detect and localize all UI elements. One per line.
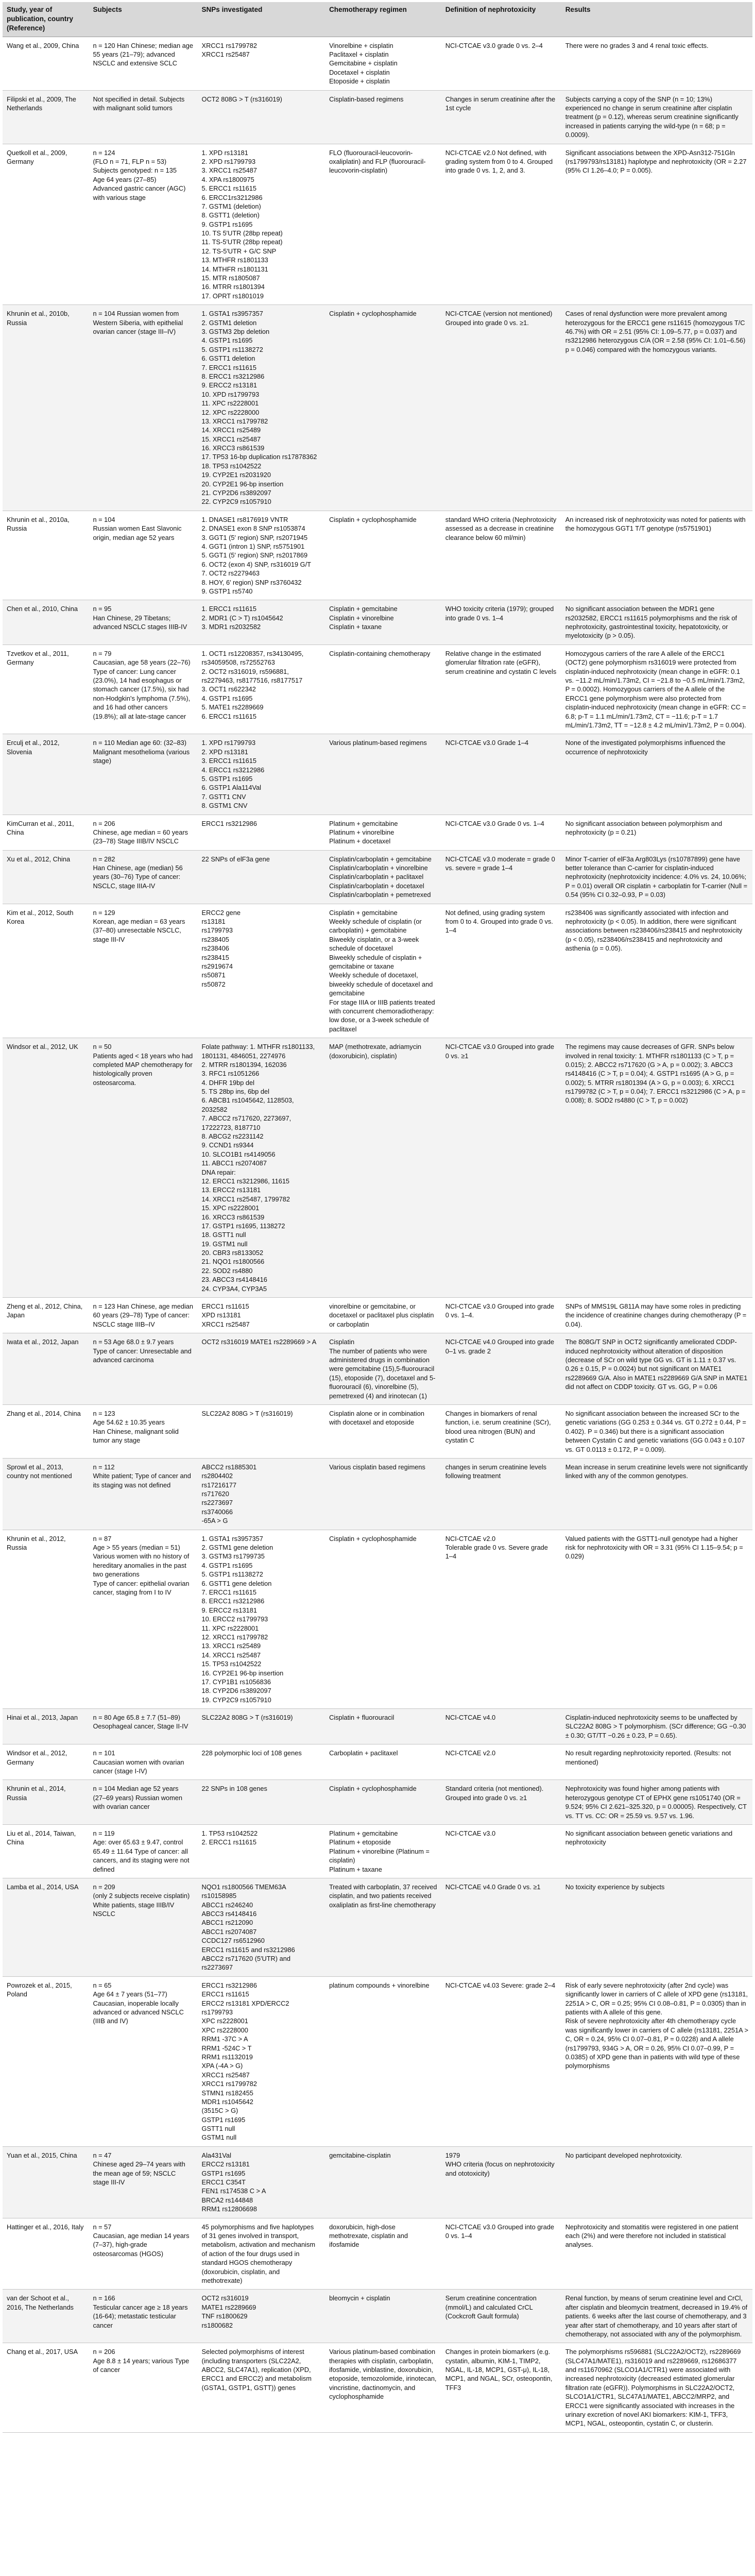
table-row: [3, 511, 752, 600]
cell-results: rs238406 was significantly associated with infection and nephrotoxicity (p < 0.05). In addition, there were significant associations between rs238406/rs238415 and nephrotoxicity (p < 0.05), rs238406/rs238415 and nephrotoxicity and asthenia (p = 0.05).: [561, 904, 752, 1038]
cell-subjects: n = 282 Han Chinese, age (median) 56 years (30–76) Type of cancer: NSCLC, stage IIIA-IV: [89, 850, 197, 904]
table-row: [3, 850, 752, 904]
table-row: [3, 645, 752, 734]
table-row: [3, 1298, 752, 1333]
cell-regimen: bleomycin + cisplatin: [325, 2290, 441, 2343]
cell-study: Khrunin et al., 2010a, Russia: [3, 511, 89, 600]
cell-regimen: Cisplatin + gemcitabine Weekly schedule of cisplatin (or carboplatin) + gemcitabine Biweekly cisplatin, or a 3-week schedule of docetaxel Biweekly schedule of cisplatin + gemcitabine or taxane Weekly schedule of docetaxel, biweekly schedule of docetaxel and gemcitabine For stage IIIA or IIIB patients treated with concurrent chemoradiotherapy: low dose, or a 3-week schedule of paclitaxel: [325, 904, 441, 1038]
cell-study: Iwata et al., 2012, Japan: [3, 1333, 89, 1405]
cell-results: No significant association between the increased SCr to the genetic variations (GG 0.253 ± 0.344 vs. GT 0.272 ± 0.44, P = 0.402). P = 0.346) but there is a significant association between Cystatin C and genetic variations (GG 0.043 ± 0.107 vs. GT 0.0113 ± 0.172, P = 0.009).: [561, 1404, 752, 1458]
cell-study: Tzvetkov et al., 2011, Germany: [3, 645, 89, 734]
cell-snps: 1. TP53 rs1042522 2. ERCC1 rs11615: [198, 1824, 325, 1878]
cell-study: Lamba et al., 2014, USA: [3, 1878, 89, 1976]
cell-regimen: FLO (fluorouracil-leucovorin-oxaliplatin) and FLP (fluorouracil-leucovorin-cisplatin): [325, 144, 441, 305]
cell-snps: 45 polymorphisms and five haplotypes of 31 genes involved in transport, metabolism, activation and mechanism of action of the four drugs used in standard HGOS chemotherapy (doxorubicin, cisplatin, and methotrexate): [198, 2218, 325, 2290]
cell-study: Yuan et al., 2015, China: [3, 2146, 89, 2218]
cell-snps: 1. XPD rs1799793 2. XPD rs13181 3. ERCC1 rs11615 4. ERCC1 rs3212986 5. GSTP1 rs1695 6. GSTP1 Ala114Val 7. GSTT1 CNV 8. GSTM1 CNV: [198, 734, 325, 815]
cell-definition: NCI-CTCAE v4.0: [441, 1709, 561, 1744]
cell-results: Homozygous carriers of the rare A allele of the ERCC1 (OCT2) gene polymorphism rs316019 were protected from cisplatin-induced nephrotoxicity (mean change in eGFR: 0.1 vs. −11.2 mL/min/1.73m2, CI = −21.8 to −0.5 mL/min/1.73m2, P = 0.0002). Homozygous carriers of the A allele of the ERCC1 gene polymorphism were also protected from cisplatin-induced nephrotoxicity (mean change in eGFR: CC = 6.8; p-T = 1.1 mL/min/1.73m2, CT = −11.6; p-T = 1.7 mL/min/1.73m2, TT = −12.8 ± 4.2 mL/min/1.73m2, P = 0.004).: [561, 645, 752, 734]
cell-subjects: n = 206 Chinese, age median = 60 years (23–78) Stage IIIB/IV NSCLC: [89, 815, 197, 850]
table-row: [3, 815, 752, 850]
cell-definition: changes in serum creatinine levels following treatment: [441, 1458, 561, 1530]
table-row: [3, 1824, 752, 1878]
cell-regimen: Cisplatin-based regimens: [325, 90, 441, 144]
cell-definition: NCI-CTCAE v3.0 Grouped into grade 0 vs. ≥1: [441, 1038, 561, 1298]
cell-regimen: Platinum + gemcitabine Platinum + vinorelbine Platinum + docetaxel: [325, 815, 441, 850]
table-row: [3, 1038, 752, 1298]
cell-snps: NQO1 rs1800566 TMEM63A rs10158985 ABCC1 rs246240 ABCC3 rs4148416 ABCC1 rs212090 ABCC1 rs2074087 CCDC127 rs6512960 ERCC1 rs11615 and rs3212986 ABCC2 rs717620 (5′UTR) and rs2273697: [198, 1878, 325, 1976]
cell-study: KimCurran et al., 2011, China: [3, 815, 89, 850]
header-row: [3, 2, 752, 37]
cell-snps: ERCC2 gene rs13181 rs1799793 rs238405 rs238406 rs238415 rs2919674 rs50871 rs50872: [198, 904, 325, 1038]
header-study: Study, year of publication, country (Reference): [3, 2, 89, 37]
cell-snps: ERCC1 rs11615 XPD rs13181 XRCC1 rs25487: [198, 1298, 325, 1333]
cell-subjects: n = 65 Age 64 ± 7 years (51–77) Caucasian, inoperable locally advanced or advanced NSCLC (IIIB and IV): [89, 1976, 197, 2146]
table-row: [3, 2343, 752, 2433]
cell-subjects: n = 79 Caucasian, age 58 years (22–76) Type of cancer: Lung cancer (23.0%), 14 had esophagus or stomach cancer (17.5%), six had non-Hodgkin's lymphoma (7.5%), and 16 had other cancers (19.8%); all at late-stage cancer: [89, 645, 197, 734]
cell-subjects: Not specified in detail. Subjects with malignant solid tumors: [89, 90, 197, 144]
cell-snps: ABCC2 rs1885301 rs2804402 rs17216177 rs717620 rs2273697 rs3740066 -65A > G: [198, 1458, 325, 1530]
table-row: [3, 1976, 752, 2146]
table-header: [3, 2, 752, 37]
cell-snps: 1. ERCC1 rs11615 2. MDR1 (C > T) rs1045642 3. MDR1 rs2032582: [198, 600, 325, 645]
cell-results: There were no grades 3 and 4 renal toxic effects.: [561, 37, 752, 90]
cell-study: Chen et al., 2010, China: [3, 600, 89, 645]
cell-regimen: gemcitabine-cisplatin: [325, 2146, 441, 2218]
cell-snps: 228 polymorphic loci of 108 genes: [198, 1744, 325, 1780]
cell-definition: Relative change in the estimated glomerular filtration rate (eGFR), serum creatinine and cystatin C levels: [441, 645, 561, 734]
cell-subjects: n = 87 Age > 55 years (median = 51) Various women with no history of hereditary anomalies in the past two generations Type of cancer: epithelial ovarian cancer, staging from I to IV: [89, 1530, 197, 1708]
cell-regimen: Cisplatin + cyclophosphamide: [325, 1530, 441, 1708]
table-row: [3, 37, 752, 90]
cell-study: Quetkoll et al., 2009, Germany: [3, 144, 89, 305]
cell-snps: OCT2 rs316019 MATE1 rs2289669 TNF rs1800629 rs1800682: [198, 2290, 325, 2343]
cell-subjects: n = 112 White patient; Type of cancer and its staging was not defined: [89, 1458, 197, 1530]
cell-regimen: Treated with carboplatin, 37 received cisplatin, and two patients received oxaliplatin as first-line chemotherapy: [325, 1878, 441, 1976]
cell-study: Kim et al., 2012, South Korea: [3, 904, 89, 1038]
cell-study: Hattinger et al., 2016, Italy: [3, 2218, 89, 2290]
cell-subjects: n = 104 Median age 52 years (27–69 years) Russian women with ovarian cancer: [89, 1780, 197, 1825]
header-definition: Definition of nephrotoxicity: [441, 2, 561, 37]
cell-definition: NCI-CTCAE v3.0 Grade 0 vs. 1–4: [441, 815, 561, 850]
cell-subjects: n = 123 Han Chinese, age median 60 years (29–78) Type of cancer: NSCLC stage IIIB–IV: [89, 1298, 197, 1333]
cell-results: No significant association between polymorphism and nephrotoxicity (p = 0.21): [561, 815, 752, 850]
cell-definition: NCI-CTCAE v3.0 Grouped into grade 0 vs. 1–4: [441, 2218, 561, 2290]
cell-definition: NCI-CTCAE v3.0 grade 0 vs. 2–4: [441, 37, 561, 90]
cell-subjects: n = 166 Testicular cancer age ≥ 18 years (16-64); metastatic testicular cancer: [89, 2290, 197, 2343]
cell-study: Zheng et al., 2012, China, Japan: [3, 1298, 89, 1333]
cell-definition: NCI-CTCAE v3.0: [441, 1824, 561, 1878]
cell-regimen: Vinorelbine + cisplatin Paclitaxel + cisplatin Gemcitabine + cisplatin Docetaxel + cisplatin Etoposide + cisplatin: [325, 37, 441, 90]
cell-study: Windsor et al., 2012, UK: [3, 1038, 89, 1298]
cell-subjects: n = 47 Chinese aged 29–74 years with the mean age of 59; NSCLC stage III-IV: [89, 2146, 197, 2218]
cell-definition: NCI-CTCAE (version not mentioned) Grouped into grade 0 vs. ≥1.: [441, 305, 561, 511]
cell-snps: 22 SNPs in 108 genes: [198, 1780, 325, 1825]
cell-study: Liu et al., 2014, Taiwan, China: [3, 1824, 89, 1878]
cell-results: Significant associations between the XPD-Asn312-751Gln (rs1799793/rs13181) haplotype and nephrotoxicity (OR = 2.27 (95% CI 1.26–4.0; P = 0.005).: [561, 144, 752, 305]
cell-subjects: n = 57 Caucasian, age median 14 years (7–37), high-grade osteosarcomas (HGOS): [89, 2218, 197, 2290]
cell-regimen: Cisplatin-containing chemotherapy: [325, 645, 441, 734]
cell-results: Minor T-carrier of elF3a Arg803Lys (rs10787899) gene have better tolerance than C-carrier for cisplatin-induced nephrotoxicity (nephrotoxicity incidence: 4.0% vs. 24, 10.06%; P = 0.01) overall OR cisplatin + carboplatin for T-carrier (Null = 0.54 (95% CI 0.32–0.93, P = 0.03): [561, 850, 752, 904]
cell-study: Wang et al., 2009, China: [3, 37, 89, 90]
cell-results: Cases of renal dysfunction were more prevalent among heterozygous for the ERCC1 gene rs11615 (homozygous T/C 46.7%) with OR = 2.51 (95% CI: 1.09–5.77, p = 0.037) and rs3212986 heterozygous C/A (OR = 2.58 (95% CI: 1.01–6.56) p = 0.046) compared with the homozygous variants.: [561, 305, 752, 511]
cell-regimen: Various platinum-based combination therapies with cisplatin, carboplatin, ifosfamide, vinblastine, doxorubicin, etoposide, temozolomide, irinotecan, vincristine, dactinomycin, and cyclophosphamide: [325, 2343, 441, 2433]
table-body: [3, 37, 752, 2432]
cell-snps: Folate pathway: 1. MTHFR rs1801133, 1801131, 4846051, 2274976 2. MTRR rs1801394, 162036 3. RFC1 rs1051266 4. DHFR 19bp del 5. TS 28bp ins, 6bp del 6. ABCB1 rs1045642, 1128503, 2032582 7. ABCC2 rs717620, 2273697, 17222723, 8187710 8. ABCG2 rs2231142 9. CCND1 rs9344 10. SLCO1B1 rs4149056 11. ABCC1 rs2074087 DNA repair: 12. ERCC1 rs3212986, 11615 13. ERCC2 rs13181 14. XRCC1 rs25487, 1799782 15. XPC rs2228001 16. XRCC3 rs861539 17. GSTP1 rs1695, 1138272 18. GSTT1 null 19. GSTM1 null 20. CBR3 rs8133052 21. NQO1 rs1800566 22. SOD2 rs4880 23. ABCC3 rs4148416 24. CYP3A4, CYP3A5: [198, 1038, 325, 1298]
cell-subjects: n = 209 (only 2 subjects receive cisplatin) White patients, stage IIIB/IV NSCLC: [89, 1878, 197, 1976]
cell-subjects: n = 120 Han Chinese; median age 55 years (21–79); advanced NSCLC and extensive SCLC: [89, 37, 197, 90]
cell-snps: SLC22A2 808G > T (rs316019): [198, 1404, 325, 1458]
table-row: [3, 1530, 752, 1708]
cell-results: Mean increase in serum creatinine levels were not significantly linked with any of the common genotypes.: [561, 1458, 752, 1530]
cell-regimen: doxorubicin, high-dose methotrexate, cisplatin and ifosfamide: [325, 2218, 441, 2290]
studies-table: [3, 2, 752, 2433]
cell-snps: 1. DNASE1 rs8176919 VNTR 2. DNASE1 exon 8 SNP rs1053874 3. GGT1 (5′ region) SNP, rs2071945 4. GGT1 (intron 1) SNP, rs5751901 5. GGT1 (5′ region) SNP, rs2017869 6. OCT2 (exon 4) SNP, rs316019 G/T 7. OCT2 rs2279463 8. HOY, 6′ region) SNP rs3760432 9. GSTP1 rs5740: [198, 511, 325, 600]
table-row: [3, 2146, 752, 2218]
cell-results: Renal function, by means of serum creatinine level and CrCl, after cisplatin and bleomycin treatment, decreased in 19.4% of patients. 6 weeks after the last course of chemotherapy, and 3 year after start of chemotherapy, and 10 years after start of chemotherapy, not associated with any of the polymorphism.: [561, 2290, 752, 2343]
cell-snps: ERCC1 rs3212986: [198, 815, 325, 850]
cell-snps: ERCC1 rs3212986 ERCC1 rs11615 ERCC2 rs13181 XPD/ERCC2 rs1799793 XPC rs2228001 XPC rs2228000 RRM1 -37C > A RRM1 -524C > T RRM1 rs1132019 XPA (-4A > G) XRCC1 rs25487 XRCC1 rs1799782 STMN1 rs182455 MDR1 rs1045642 (3515C > G) GSTP1 rs1695 GSTT1 null GSTM1 null: [198, 1976, 325, 2146]
cell-subjects: n = 110 Median age 60: (32–83) Malignant mesothelioma (various stage): [89, 734, 197, 815]
cell-regimen: Cisplatin/carboplatin + gemcitabine Cisplatin/carboplatin + vinorelbine Cisplatin/carboplatin + paclitaxel Cisplatin/carboplatin + docetaxel Cisplatin/carboplatin + pemetrexed: [325, 850, 441, 904]
cell-regimen: Cisplatin The number of patients who were administered drugs in combination were gemcitabine (15),5-fluorouracil (15), etoposide (7), docetaxel and 5-fluorouracil (6), vinorelbine (5), pemetrexed (4) and irinotecan (1): [325, 1333, 441, 1405]
cell-snps: OCT2 808G > T (rs316019): [198, 90, 325, 144]
cell-regimen: Cisplatin + cyclophosphamide: [325, 511, 441, 600]
cell-regimen: Cisplatin + cyclophosphamide: [325, 1780, 441, 1825]
cell-definition: Not defined, using grading system from 0 to 4. Grouped into grade 0 vs. 1–4: [441, 904, 561, 1038]
cell-definition: Changes in serum creatinine after the 1st cycle: [441, 90, 561, 144]
table-row: [3, 1333, 752, 1405]
cell-subjects: n = 123 Age 54.62 ± 10.35 years Han Chinese, malignant solid tumor any stage: [89, 1404, 197, 1458]
cell-definition: NCI-CTCAE v4.0 Grade 0 vs. ≥1: [441, 1878, 561, 1976]
cell-regimen: Cisplatin + cyclophosphamide: [325, 305, 441, 511]
cell-subjects: n = 101 Caucasian women with ovarian cancer (stage I-IV): [89, 1744, 197, 1780]
cell-regimen: Cisplatin + fluorouracil: [325, 1709, 441, 1744]
cell-definition: NCI-CTCAE v3.0 moderate = grade 0 vs. severe = grade 1–4: [441, 850, 561, 904]
cell-snps: 1. XPD rs13181 2. XPD rs1799793 3. XRCC1 rs25487 4. XPA rs1800975 5. ERCC1 rs11615 6. ERCC1rs3212986 7. GSTM1 (deletion) 8. GSTT1 (deletion) 9. GSTP1 rs1695 10. TS 5′UTR (28bp repeat) 11. TS-5′UTR (28bp repeat) 12. TS-5′UTR + G/C SNP 13. MTHFR rs1801133 14. MTHFR rs1801131 15. MTR rs1805087 16. MTRR rs1801394 17. OPRT rs1801019: [198, 144, 325, 305]
cell-snps: Selected polymorphisms of interest (including transporters (SLC22A2, ABCC2, SLC47A1), replication (XPD, ERCC1 and ERCC2) and metabolism (GSTA1, GSTP1, GSTT)) genes: [198, 2343, 325, 2433]
cell-subjects: n = 104 Russian women East Slavonic origin, median age 52 years: [89, 511, 197, 600]
cell-study: Sprowl et al., 2013, country not mentioned: [3, 1458, 89, 1530]
cell-subjects: n = 119 Age: over 65.63 ± 9.47, control 65.49 ± 11.64 Type of cancer: all cancers, and its staging were not defined: [89, 1824, 197, 1878]
cell-snps: OCT2 rs316019 MATE1 rs2289669 > A: [198, 1333, 325, 1405]
cell-subjects: n = 80 Age 65.8 ± 7.7 (51–89) Oesophageal cancer, Stage II-IV: [89, 1709, 197, 1744]
cell-results: No toxicity experience by subjects: [561, 1878, 752, 1976]
cell-subjects: n = 124 (FLO n = 71, FLP n = 53) Subjects genotyped: n = 135 Age 64 years (27–85) Advanced gastric cancer (AGC) with various stage: [89, 144, 197, 305]
table-row: [3, 305, 752, 511]
table-row: [3, 734, 752, 815]
table-row: [3, 1744, 752, 1780]
cell-results: Nephrotoxicity and stomatitis were registered in one patient each (2%) and were therefore not included in statistical analyses.: [561, 2218, 752, 2290]
table-row: [3, 1878, 752, 1976]
cell-snps: 1. OCT1 rs12208357, rs34130495, rs34059508, rs72552763 2. OCT2 rs316019, rs596881, rs2279463, rs8177516, rs8177517 3. OCT1 rs622342 4. GSTP1 rs1695 5. MATE1 rs2289669 6. ERCC1 rs11615: [198, 645, 325, 734]
cell-study: Windsor et al., 2012, Germany: [3, 1744, 89, 1780]
cell-study: Powrozek et al., 2015, Poland: [3, 1976, 89, 2146]
cell-definition: standard WHO criteria (Nephrotoxicity assessed as a decrease in creatinine clearance below 60 ml/min): [441, 511, 561, 600]
header-results: Results: [561, 2, 752, 37]
cell-regimen: Carboplatin + paclitaxel: [325, 1744, 441, 1780]
cell-study: van der Schoot et al., 2016, The Netherlands: [3, 2290, 89, 2343]
table-row: [3, 144, 752, 305]
cell-results: Subjects carrying a copy of the SNP (n = 10; 13%) experienced no change in serum creatinine after cisplatin treatment (p = 0.12), whereas serum creatinine significantly increased in patients carrying the wild-type (n = 68; p = 0.0009).: [561, 90, 752, 144]
cell-definition: NCI-CTCAE v2.0 Not defined, with grading system from 0 to 4. Grouped into grade 0 vs. 1, 2, and 3.: [441, 144, 561, 305]
table-row: [3, 2290, 752, 2343]
table-row: [3, 2218, 752, 2290]
table-row: [3, 90, 752, 144]
cell-definition: NCI-CTCAE v3.0 Grouped into grade 0 vs. 1–4.: [441, 1298, 561, 1333]
cell-subjects: n = 104 Russian women from Western Siberia, with epithelial ovarian cancer (stage III–IV): [89, 305, 197, 511]
table-row: [3, 1458, 752, 1530]
header-regimen: Chemotherapy regimen: [325, 2, 441, 37]
cell-regimen: Cisplatin + gemcitabine Cisplatin + vinorelbine Cisplatin + taxane: [325, 600, 441, 645]
cell-results: Risk of early severe nephrotoxicity (after 2nd cycle) was significantly lower in carriers of C allele of XPD gene (rs13181, 2251A > C, OR = 0.25; 95% CI 0.08–0.81, P = 0.0305) than in patients with A allele of this gene. Risk of severe nephrotoxicity after 4th chemotherapy cycle was significantly lower in carriers of C allele (rs13181, 2251A > C, OR = 0.24, 95% CI 0.07–0.81, P = 0.0228) and A allele (rs1799793, 934G > A, OR = 0.26, 95% CI 0.07–0.99, P = 0.0385) of XPD gene than in patients with wild type of these polymorphisms: [561, 1976, 752, 2146]
cell-results: No result regarding nephrotoxicity reported. (Results: not mentioned): [561, 1744, 752, 1780]
cell-study: Filipski et al., 2009, The Netherlands: [3, 90, 89, 144]
cell-snps: SLC22A2 808G > T (rs316019): [198, 1709, 325, 1744]
cell-regimen: MAP (methotrexate, adriamycin (doxorubicin), cisplatin): [325, 1038, 441, 1298]
table-row: [3, 1709, 752, 1744]
cell-subjects: n = 95 Han Chinese, 29 Tibetans; advanced NSCLC stages IIIB-IV: [89, 600, 197, 645]
cell-subjects: n = 206 Age 8.8 ± 14 years; various Type of cancer: [89, 2343, 197, 2433]
cell-snps: 22 SNPs of elF3a gene: [198, 850, 325, 904]
cell-study: Chang et al., 2017, USA: [3, 2343, 89, 2433]
cell-study: Hinai et al., 2013, Japan: [3, 1709, 89, 1744]
cell-study: Khrunin et al., 2012, Russia: [3, 1530, 89, 1708]
cell-definition: 1979 WHO criteria (focus on nephrotoxicity and ototoxicity): [441, 2146, 561, 2218]
cell-results: The polymorphisms rs596881 (SLC22A2/OCT2), rs2289669 (SLC47A1/MATE1), rs316019 and rs2289669, rs12686377 and rs11670962 (SLCO1A1/CTR1) were associated with increased nephrotoxicity (decreased estimated glomerular filtration rate (eGFR)). Polymorphisms in SLC22A2/OCT2, SLCO1A1/CTR1, SLC47A1/MATE1, ABCC2/MRP2, and ERCC1 were significantly associated with increases in the urinary excretion of novel AKI biomarkers: KIM-1, TFF3, MCP1, NGAL, osteopontin, cystatin C, or clusterin.: [561, 2343, 752, 2433]
table-row: [3, 600, 752, 645]
cell-snps: 1. GSTA1 rs3957357 2. GSTM1 gene deletion 3. GSTM3 rs1799735 4. GSTP1 rs1695 5. GSTP1 rs1138272 6. GSTT1 gene deletion 7. ERCC1 rs11615 8. ERCC1 rs3212986 9. ERCC2 rs13181 10. ERCC2 rs1799793 11. XPC rs2228001 12. XRCC1 rs1799782 13. XRCC1 rs25489 14. XRCC1 rs25487 15. TP53 rs1042522 16. CYP2E1 96-bp insertion 17. CYP1B1 rs1056836 18. CYP2D6 rs3892097 19. CYP2C9 rs1057910: [198, 1530, 325, 1708]
cell-results: The regimens may cause decreases of GFR. SNPs below involved in renal toxicity: 1. MTHFR rs1801133 (C > T, p = 0.015); 2. ABCC2 rs717620 (G > A, p = 0.002); 3. ABCC3 rs4148416 (C > T, p = 0.04); 4. GSTP1 rs1695 (A > G, p = 0.002); 5. MTRR rs1801394 (A > G, p = 0.003); 6. XRCC1 rs1799782 (C > T, p = 0.04); 7. ERCC1 rs3212986 (C > A, p = 0.008); 8. SOD2 rs4880 (C > T, p = 0.002): [561, 1038, 752, 1298]
cell-results: SNPs of MMS19L G811A may have some roles in predicting the incidence of creatinine changes during chemotherapy (P = 0.04).: [561, 1298, 752, 1333]
table-row: [3, 904, 752, 1038]
cell-definition: Changes in biomarkers of renal function, i.e. serum creatinine (SCr), blood urea nitrogen (BUN) and cystatin C: [441, 1404, 561, 1458]
cell-regimen: Various cisplatin based regimens: [325, 1458, 441, 1530]
cell-results: No significant association between the MDR1 gene rs2032582, ERCC1 rs11615 polymorphisms and the risk of nephrotoxicity, gastrointestinal toxicity, hepatotoxicity, or myelotoxicity (p > 0.05).: [561, 600, 752, 645]
cell-results: No significant association between genetic variations and nephrotoxicity: [561, 1824, 752, 1878]
cell-results: Cisplatin-induced nephrotoxicity seems to be unaffected by SLC22A2 808G > T polymorphism. (SCr difference; GG −0.30 ± 0.30; GT/TT −0.26 ± 0.23, P = 0.65).: [561, 1709, 752, 1744]
cell-study: Zhang et al., 2014, China: [3, 1404, 89, 1458]
cell-results: No participant developed nephrotoxicity.: [561, 2146, 752, 2218]
cell-results: Nephrotoxicity was found higher among patients with heterozygous genotype CT of EPHX gene rs1051740 (OR = 9.524; 95% CI 2.621–325.320, p = 0.00005). Respectively, CT vs. TT vs. CC: OR = 25.59 vs. 9.57 vs. 1.96.: [561, 1780, 752, 1825]
cell-definition: NCI-CTCAE v2.0: [441, 1744, 561, 1780]
cell-study: Xu et al., 2012, China: [3, 850, 89, 904]
table-row: [3, 1780, 752, 1825]
cell-definition: NCI-CTCAE v4.03 Severe: grade 2–4: [441, 1976, 561, 2146]
cell-results: None of the investigated polymorphisms influenced the occurrence of nephrotoxicity: [561, 734, 752, 815]
cell-definition: NCI-CTCAE v2.0 Tolerable grade 0 vs. Severe grade 1–4: [441, 1530, 561, 1708]
cell-regimen: Platinum + gemcitabine Platinum + etoposide Platinum + vinorelbine (Platinum = cisplatin) Platinum + taxane: [325, 1824, 441, 1878]
cell-snps: Ala431Val ERCC2 rs13181 GSTP1 rs1695 ERCC1 C354T FEN1 rs174538 C > A BRCA2 rs144848 RRM1 rs12806698: [198, 2146, 325, 2218]
cell-study: Khrunin et al., 2014, Russia: [3, 1780, 89, 1825]
cell-snps: 1. GSTA1 rs3957357 2. GSTM1 deletion 3. GSTM3 2bp deletion 4. GSTP1 rs1695 5. GSTP1 rs1138272 6. GSTT1 deletion 7. ERCC1 rs11615 8. ERCC1 rs3212986 9. ERCC2 rs13181 10. XPD rs1799793 11. XPC rs2228001 12. XPC rs2228000 13. XRCC1 rs1799782 14. XRCC1 rs25489 15. XRCC1 rs25487 16. XRCC3 rs861539 17. TP53 16-bp duplication rs17878362 18. TP53 rs1042522 19. CYP2E1 rs2031920 20. CYP2E1 96-bp insertion 21. CYP2D6 rs3892097 22. CYP2C9 rs1057910: [198, 305, 325, 511]
cell-regimen: Various platinum-based regimens: [325, 734, 441, 815]
cell-snps: XRCC1 rs1799782 XRCC1 rs25487: [198, 37, 325, 90]
cell-definition: Changes in protein biomarkers (e.g. cystatin, albumin, KIM-1, TIMP2, NGAL, IL-18, MCP1, GST-μ), IL-18, MCP1, and NGAL, SCr, osteopontin, TFF3: [441, 2343, 561, 2433]
cell-definition: NCI-CTCAE v3.0 Grade 1–4: [441, 734, 561, 815]
cell-definition: Standard criteria (not mentioned). Grouped into grade 0 vs. ≥1: [441, 1780, 561, 1825]
cell-subjects: n = 129 Korean, age median = 63 years (37–80) unresectable NSCLC, stage III-IV: [89, 904, 197, 1038]
cell-results: Valued patients with the GSTT1-null genotype had a higher risk for nephrotoxicity with OR = 3.31 (95% CI 1.15–9.54; p = 0.029): [561, 1530, 752, 1708]
cell-results: An increased risk of nephrotoxicity was noted for patients with the homozygous GGT1 T/T genotype (rs5751901): [561, 511, 752, 600]
cell-regimen: Cisplatin alone or in combination with docetaxel and etoposide: [325, 1404, 441, 1458]
cell-definition: NCI-CTCAE v4.0 Grouped into grade 0–1 vs. grade 2: [441, 1333, 561, 1405]
cell-definition: WHO toxicity criteria (1979); grouped into grade 0 vs. 1–4: [441, 600, 561, 645]
table-row: [3, 1404, 752, 1458]
cell-subjects: n = 50 Patients aged < 18 years who had completed MAP chemotherapy for histologically proven osteosarcoma.: [89, 1038, 197, 1298]
cell-regimen: vinorelbine or gemcitabine, or docetaxel or paclitaxel plus cisplatin or carboplatin: [325, 1298, 441, 1333]
nephrotoxicity-snp-table: [3, 2, 752, 2433]
cell-regimen: platinum compounds + vinorelbine: [325, 1976, 441, 2146]
cell-subjects: n = 53 Age 68.0 ± 9.7 years Type of cancer: Unresectable and advanced carcinoma: [89, 1333, 197, 1405]
header-snps: SNPs investigated: [198, 2, 325, 37]
cell-study: Khrunin et al., 2010b, Russia: [3, 305, 89, 511]
cell-results: The 808G/T SNP in OCT2 significantly ameliorated CDDP-induced nephrotoxicity without alteration of disposition (decrease of SCr on wild type GG vs. GT is 1.11 ± 0.37 vs. 0.26 ± 0.15, P = 0.0024) but not significant on MATE1 rs2289669 G/A. Also in MATE1 rs2289669 G/A SNP in MATE1 did not affect on CDDP toxicity. GT vs. GG, P = 0.06: [561, 1333, 752, 1405]
cell-study: Erculj et al., 2012, Slovenia: [3, 734, 89, 815]
cell-definition: Serum creatinine concentration (mmol/L) and calculated CrCL (Cockcroft Gault formula): [441, 2290, 561, 2343]
header-subjects: Subjects: [89, 2, 197, 37]
